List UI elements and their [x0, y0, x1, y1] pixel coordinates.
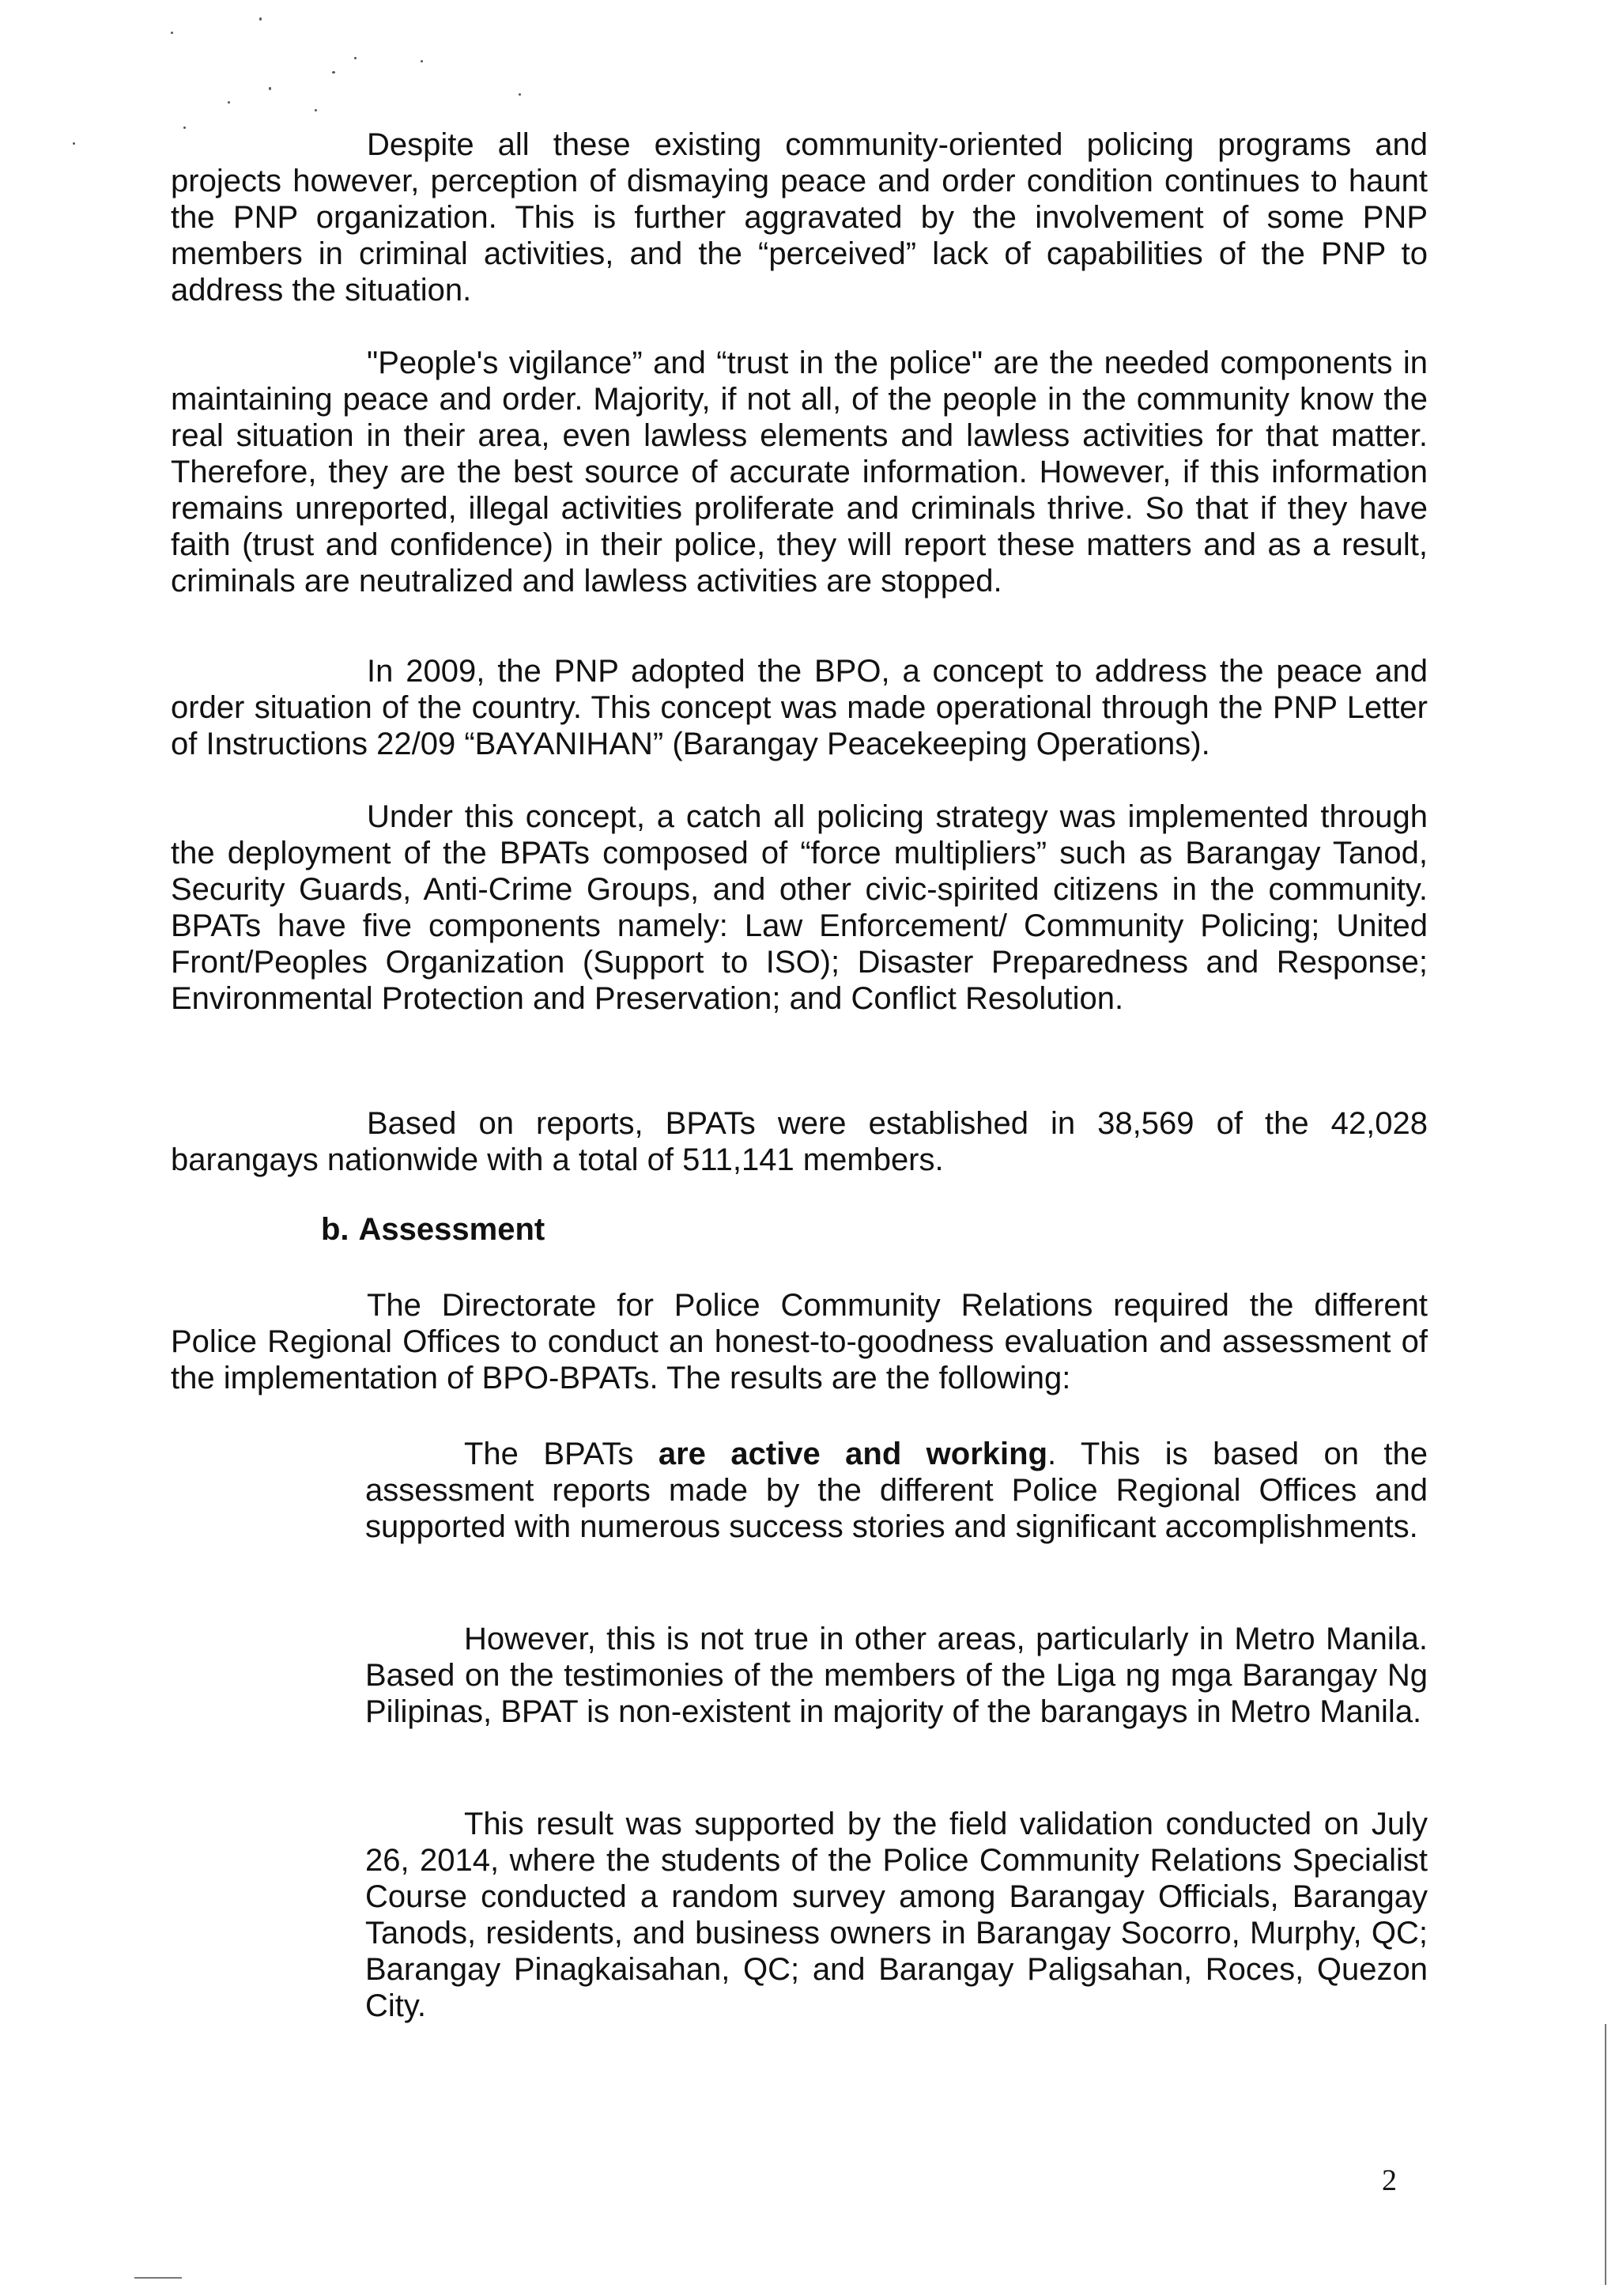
result-active-lead: The BPATs	[464, 1437, 659, 1471]
paragraph-result-active	[365, 1436, 1428, 1545]
scan-speck	[73, 142, 75, 145]
result-active-rest: . This is based on the assessment reports made by the different Police Regional Offices and supported with numerous success stories and significant accomplishments.	[365, 1437, 1428, 1544]
paragraph-bpats-statistics: Based on reports, BPATs were established in 38,569 of the 42,028 barangays nationwide with a total of 511,141 members.	[171, 1106, 1428, 1177]
section-label: b.	[321, 1212, 349, 1247]
section-heading-assessment	[321, 1211, 545, 1248]
scan-speck	[421, 60, 423, 62]
paragraph-result-field-validation: This result was supported by the field validation conducted on July 26, 2014, where the students of the Police Community Relations Specialist Course conducted a random survey among Barangay Officials, Barangay Tanods, residents, and business owners in Barangay Socorro, Murphy, QC; Barangay Pinagkaisahan, QC; and Barangay Paligsahan, Roces, Quezon City.	[365, 1807, 1428, 2023]
scan-speck	[315, 109, 317, 111]
paragraph-assessment-intro: The Directorate for Police Community Relations required the different Police Regional Offices to conduct an honest-to-goodness evaluation and assessment of the implementation of BPO-BPATs. The results are the following:	[171, 1288, 1428, 1395]
section-title: Assessment	[358, 1212, 545, 1247]
scan-speck	[259, 17, 262, 21]
scan-speck	[519, 93, 521, 96]
paragraph-bpats-concept: Under this concept, a catch all policing strategy was implemented through the deployment of the BPATs composed of “force multipliers” such as Barangay Tanod, Security Guards, Anti-Crime Groups, and other civic-spirited citizens in the community. BPATs have five components namely: Law Enforcement/ Community Policing; United Front/Peoples Organization (Support to ISO); Disaster Preparedness and Response; Environmental Protection and Preservation; and Conflict Resolution.	[171, 799, 1428, 1016]
result-active-emphasis: are active and working	[658, 1437, 1048, 1471]
scan-speck	[171, 32, 173, 34]
paragraph-bpo-adoption: In 2009, the PNP adopted the BPO, a concept to address the peace and order situation of the country. This concept was made operational through the PNP Letter of Instructions 22/09 “BAYANIHAN” (Barangay Peacekeeping Operations).	[171, 654, 1428, 761]
paragraph-vigilance: "People's vigilance” and “trust in the police" are the needed components in maintaining peace and order. Majority, if not all, of the people in the community know the real situation in their area, even lawless elements and lawless activities for that matter. Therefore, they are the best source of accurate information. However, if this information remains unreported, illegal activities proliferate and criminals thrive. So that if they have faith (trust and confidence) in their police, they will report these matters and as a result, criminals are neutralized and lawless activities are stopped.	[171, 346, 1428, 599]
paragraph-result-metro-manila: However, this is not true in other areas, particularly in Metro Manila. Based on the testimonies of the members of the Liga ng mga Barangay Ng Pilipinas, BPAT is non-existent in majority of the barangays in Metro Manila.	[365, 1622, 1428, 1729]
paragraph-perception: Despite all these existing community-oriented policing programs and projects however, perception of dismaying peace and order condition continues to haunt the PNP organization. This is further aggravated by the involvement of some PNP members in criminal activities, and the “perceived” lack of capabilities of the PNP to address the situation.	[171, 127, 1428, 308]
scan-edge-line	[1605, 2024, 1606, 2285]
scan-speck	[228, 101, 230, 104]
scan-speck	[332, 71, 335, 74]
scan-speck	[269, 87, 271, 90]
scan-speck	[354, 57, 357, 59]
scan-bottom-mark	[134, 2277, 182, 2279]
page-number: 2	[1382, 2164, 1397, 2197]
